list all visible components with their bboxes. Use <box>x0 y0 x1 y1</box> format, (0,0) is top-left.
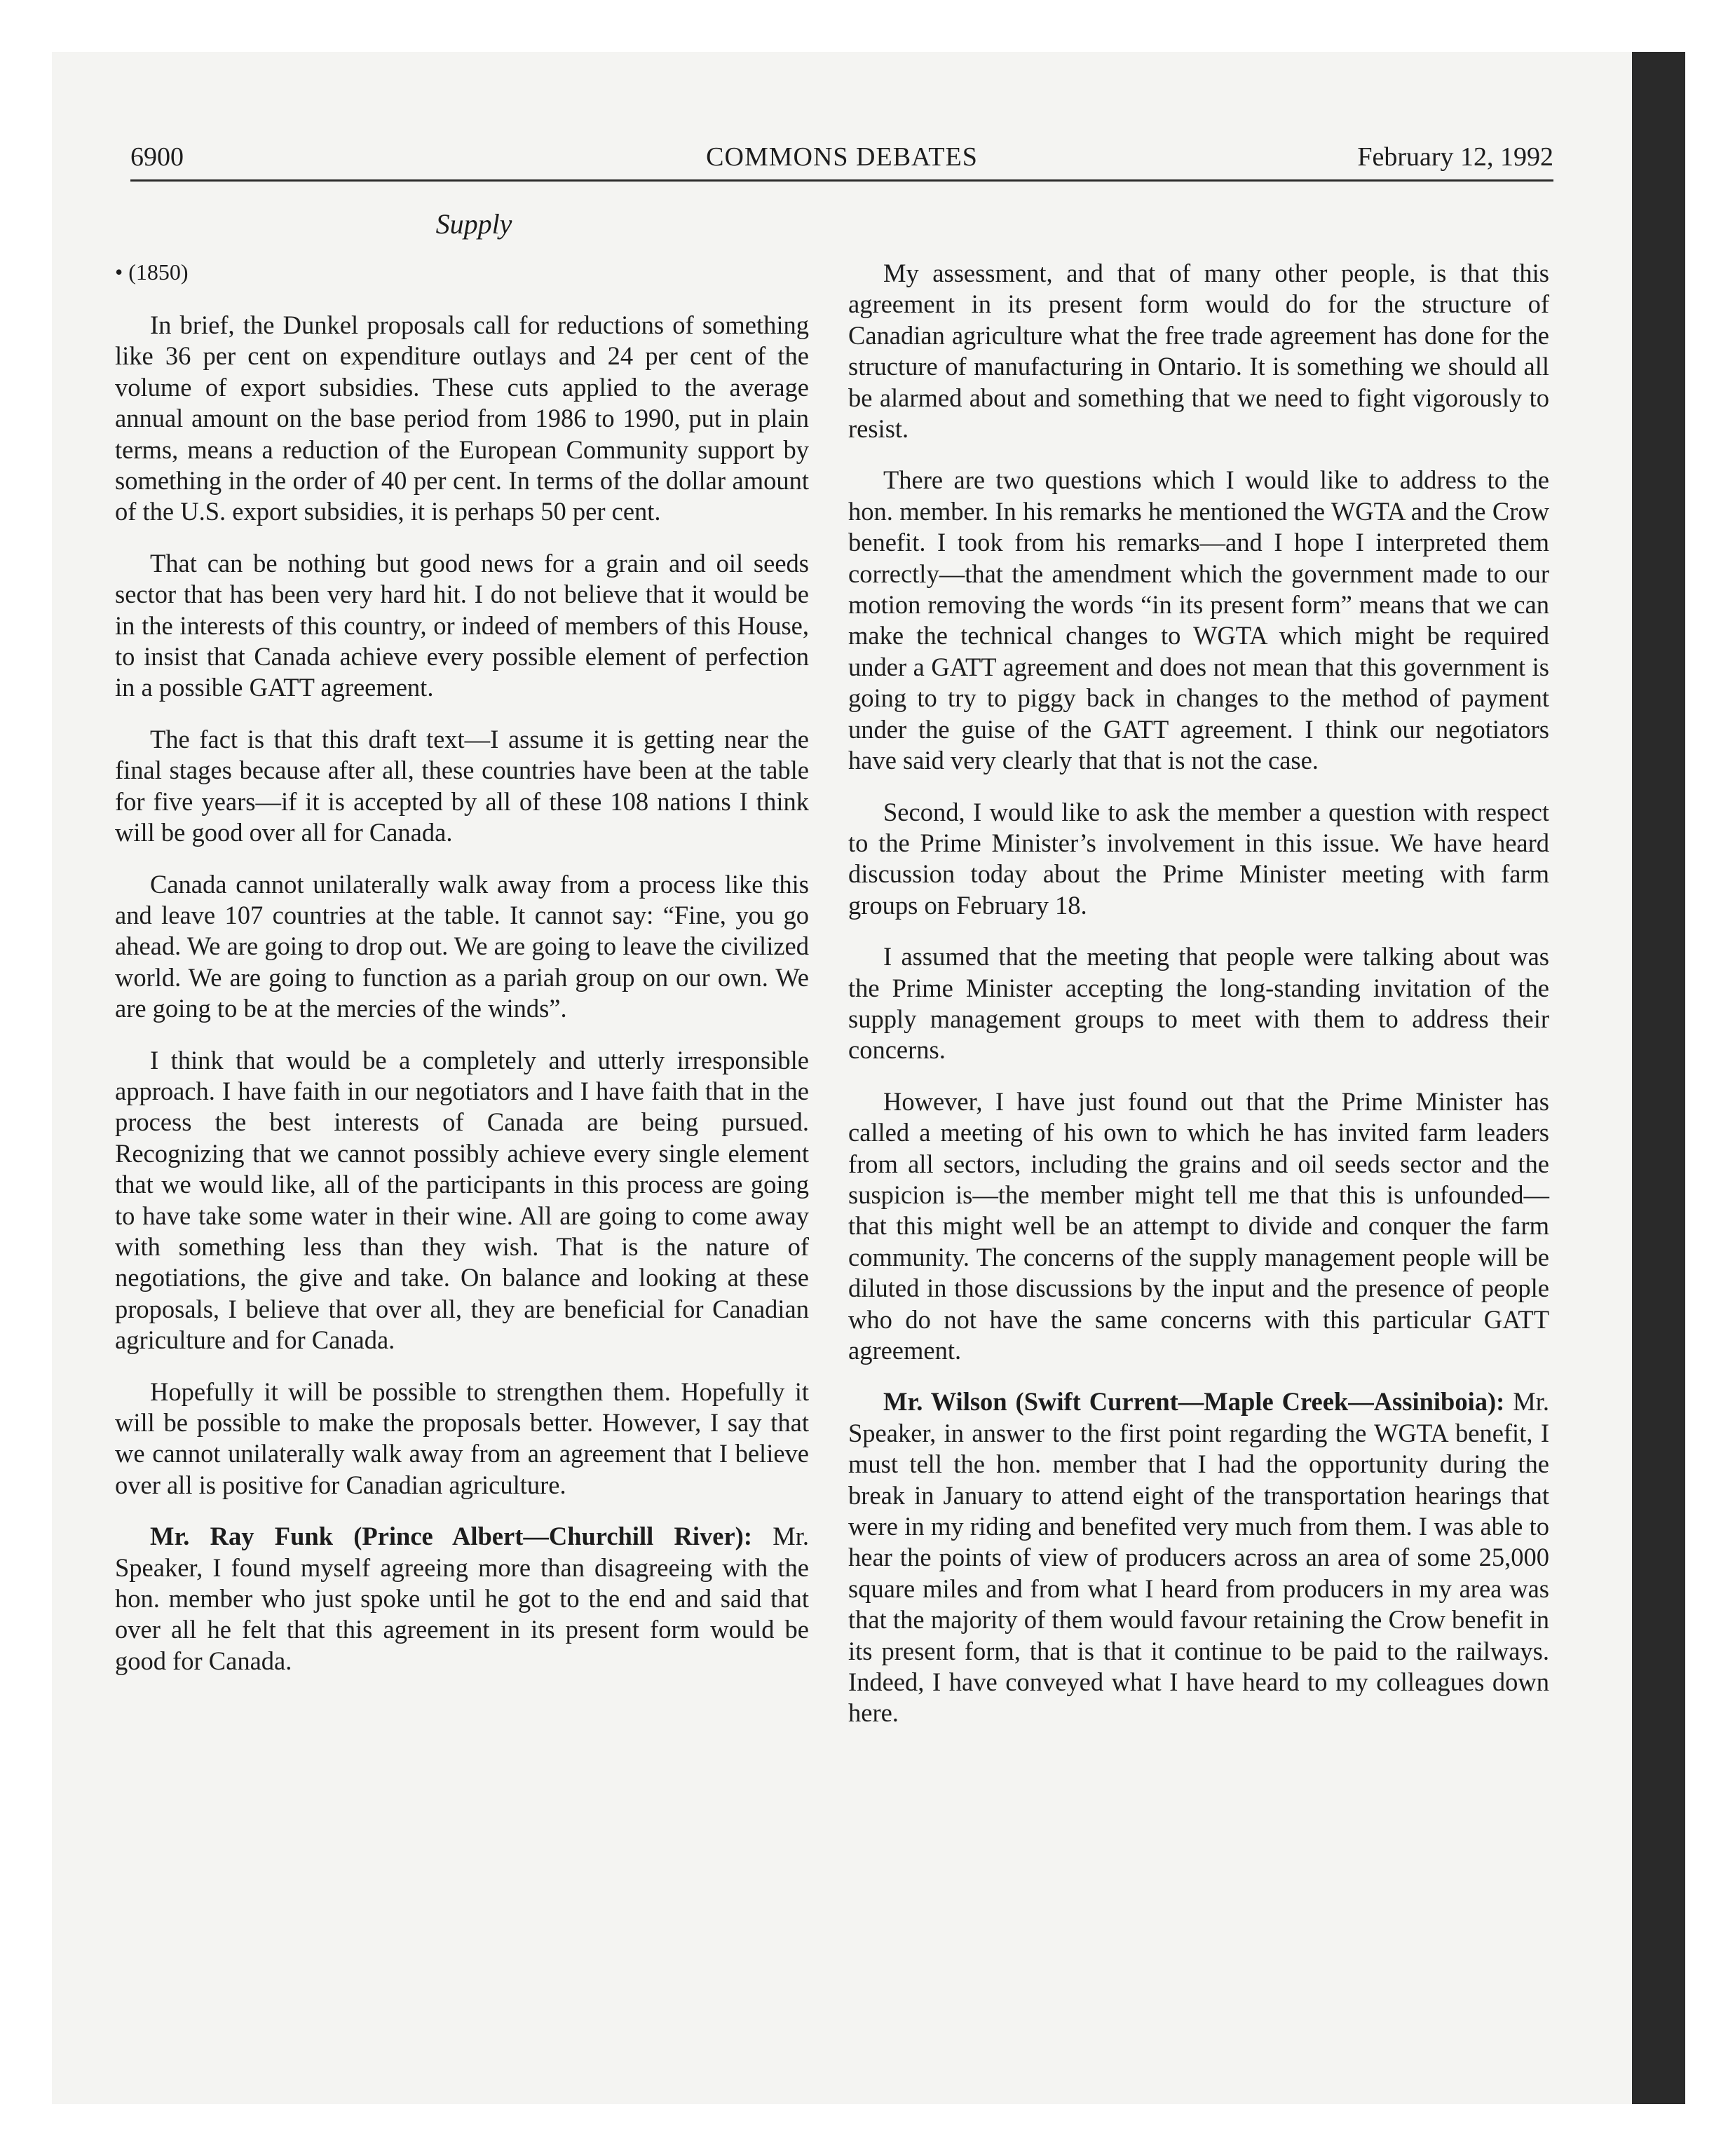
paragraph: That can be nothing but good news for a grain and oil seeds sector that has been very hard hit. I do not believe that it would be in the interests of this country, or indeed of members of this House, to insist that Canada achieve every possible element of perfection in a possible GATT agreement. <box>115 548 809 702</box>
paragraph: There are two questions which I would like to address to the hon. member. In his remarks he mentioned the WGTA and the Crow benefit. I took from his remarks—and I hope I interpreted them correctly—that the amendment which the government made to our motion removing the words “in its present form” means that we can make the technical changes to WGTA which might be required under a GATT agreement and does not mean that this government is going to try to piggy back in changes to the method of payment under the guise of the GATT agreement. I think our negotiators have said very clearly that that is not the case. <box>848 465 1549 775</box>
page-number: 6900 <box>130 142 184 172</box>
publication-title: COMMONS DEBATES <box>706 142 978 172</box>
paragraph: My assessment, and that of many other people, is that this agreement in its present form would do for the structure of Canadian agriculture what the free trade agreement has done for the structure of manufacturing in Ontario. It is something we should all be alarmed about and something that we need to fight vigorously to resist. <box>848 259 1549 444</box>
right-column <box>848 258 1549 1749</box>
speech-paragraph <box>848 1386 1549 1728</box>
timestamp-time: (1850) <box>128 259 189 285</box>
page-header <box>130 137 1553 177</box>
paragraph: Canada cannot unilaterally walk away from a process like this and leave 107 countries at the table. It cannot say: “Fine, you go ahead. We are going to drop out. We are going to leave the civilized world. We are going to function as a pariah group on our own. We are going to be at the mercies of the winds”. <box>115 869 809 1023</box>
speech-text: Mr. Speaker, I found myself agreeing more than disagreeing with the hon. member who just spoke until he got to the end and said that over all he felt that this agreement in its present form would be good for Canada. <box>115 1522 809 1675</box>
bullet-icon: • <box>115 259 123 285</box>
speaker-name: Mr. Wilson (Swift Current—Maple Creek—Assiniboia): <box>883 1387 1505 1417</box>
header-rule <box>130 179 1553 182</box>
speaker-name: Mr. Ray Funk (Prince Albert—Churchill River): <box>150 1522 752 1551</box>
header-date: February 12, 1992 <box>1357 142 1553 172</box>
paragraph: However, I have just found out that the Prime Minister has called a meeting of his own to which he has invited farm leaders from all sectors, including the grains and oil seeds sector and the suspicion is—the member might tell me that this is unfounded—that this might well be an attempt to divide and conquer the farm community. The concerns of the supply management people will be diluted in those discussions by the input and the presence of people who do not have the same concerns with this particular GATT agreement. <box>848 1086 1549 1365</box>
paragraph: The fact is that this draft text—I assume it is getting near the final stages because after all, these countries have been at the table for five years—if it is accepted by all of these 108 nations I think will be good over all for Canada. <box>115 724 809 847</box>
timestamp <box>115 258 809 286</box>
paragraph: I assumed that the meeting that people were talking about was the Prime Minister accepting the long-standing invitation of the supply management groups to meet with them to address their concerns. <box>848 942 1549 1065</box>
speech-paragraph <box>115 1521 809 1677</box>
speech-text: Mr. Speaker, in answer to the first point regarding the WGTA benefit, I must tell the hon. member that I had the opportunity during the break in January to attend eight of the transportation hearings that were in my riding and benefited very much from them. I was able to hear the points of view of producers across an area of some 25,000 square miles and from what I heard from producers in my area was that the majority of them would favour retaining the Crow benefit in its present form, that is that it continue to be paid to the railways. Indeed, I have conveyed what I have heard to my colleagues down here. <box>848 1387 1549 1728</box>
section-heading: Supply <box>435 208 512 240</box>
paragraph: In brief, the Dunkel proposals call for reductions of something like 36 per cent on expenditure outlays and 24 per cent of the volume of export subsidies. These cuts applied to the average annual amount on the base period from 1986 to 1990, put in plain terms, means a reduction of the European Community support by something in the order of 40 per cent. In terms of the dollar amount of the U.S. export subsidies, it is perhaps 50 per cent. <box>115 311 809 526</box>
scan-edge-shadow <box>1632 52 1685 2104</box>
paragraph: Hopefully it will be possible to strengthen them. Hopefully it will be possible to make the proposals better. However, I say that we cannot unilaterally walk away from an agreement that I believe over all is positive for Canadian agriculture. <box>115 1377 809 1499</box>
paragraph: I think that would be a completely and utterly irresponsible approach. I have faith in our negotiators and I have faith that in the process the best interests of Canada are being pursued. Recognizing that we cannot possibly achieve every single element that we would like, all of the participants in this process are going to have take some water in their wine. All are going to come away with something less than they wish. That is the nature of negotiations, the give and take. On balance and looking at these proposals, I believe that over all, they are beneficial for Canadian agriculture and for Canada. <box>115 1045 809 1355</box>
left-column <box>115 258 809 1697</box>
paragraph: Second, I would like to ask the member a question with respect to the Prime Minister’s involvement in this issue. We have heard discussion today about the Prime Minister meeting with farm groups on February 18. <box>848 797 1549 920</box>
